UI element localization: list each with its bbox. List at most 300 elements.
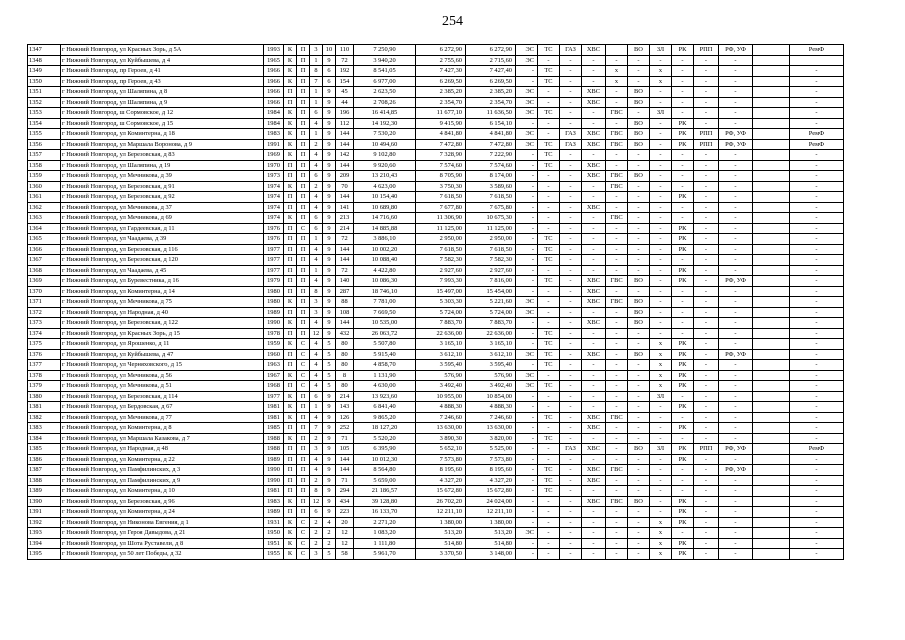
cell-entrances: 6 — [310, 213, 323, 224]
cell-work-zl: - — [650, 402, 672, 413]
cell-work-ts: - — [538, 391, 560, 402]
cell-work-es: - — [516, 391, 538, 402]
cell-work-rk: РК — [672, 244, 694, 255]
cell-wall-material: П — [284, 255, 297, 266]
cell-total-area: 9 102,80 — [354, 150, 416, 161]
cell-wall-material: К — [284, 66, 297, 77]
cell-year-built: 1974 — [264, 181, 284, 192]
cell-total-area: 7 669,50 — [354, 307, 416, 318]
cell-address: г Нижний Новгород, ул Памфилинских, д 3 — [61, 465, 264, 476]
cell-row-number: 1352 — [28, 97, 61, 108]
cell-work-es: ЭС — [516, 349, 538, 360]
cell-work-blank — [753, 234, 790, 245]
cell-work-gvs: - — [606, 87, 628, 98]
cell-total-area: 4 422,80 — [354, 265, 416, 276]
cell-work-es: - — [516, 538, 538, 549]
cell-floors: 9 — [323, 108, 336, 119]
cell-work-rf-uf: - — [719, 360, 753, 371]
cell-address: г Нижний Новгород, ул Березовская, д 122 — [61, 318, 264, 329]
cell-work-rk: РК — [672, 234, 694, 245]
cell-year-built: 1966 — [264, 87, 284, 98]
cell-entrances: 6 — [310, 507, 323, 518]
cell-work-gvs: ГВС — [606, 276, 628, 287]
cell-work-rpp: - — [694, 349, 719, 360]
cell-work-hvs: - — [582, 181, 606, 192]
cell-floors: 9 — [323, 150, 336, 161]
cell-row-number: 1350 — [28, 76, 61, 87]
cell-work-remf: - — [790, 255, 844, 266]
cell-work-rk: - — [672, 486, 694, 497]
cell-living-area: 8 195,60 — [416, 465, 466, 476]
cell-address: г Нижний Новгород, ул Коминтерна, д 10 — [61, 486, 264, 497]
cell-residential-area: 7 675,80 — [466, 202, 516, 213]
cell-total-area: 1 131,90 — [354, 370, 416, 381]
cell-entrances: 6 — [310, 391, 323, 402]
cell-work-ts: - — [538, 192, 560, 203]
cell-work-blank — [753, 517, 790, 528]
cell-work-zl: - — [650, 328, 672, 339]
cell-work-zl: - — [650, 244, 672, 255]
cell-work-rpp: - — [694, 276, 719, 287]
cell-work-ts: ТС — [538, 465, 560, 476]
table-row — [28, 475, 844, 486]
cell-work-blank — [753, 412, 790, 423]
cell-living-area: 4 888,30 — [416, 402, 466, 413]
cell-work-zl: - — [650, 213, 672, 224]
cell-work-hvs: - — [582, 223, 606, 234]
cell-address: г Нижний Новгород, ул Березовская, д 114 — [61, 391, 264, 402]
table-row — [28, 265, 844, 276]
cell-work-blank — [753, 97, 790, 108]
cell-total-area: 7 250,90 — [354, 45, 416, 56]
cell-work-rk: - — [672, 255, 694, 266]
cell-floors: 9 — [323, 286, 336, 297]
cell-work-vo: ВО — [628, 45, 650, 56]
cell-work-zl: - — [650, 286, 672, 297]
cell-residential-area: 2 354,70 — [466, 97, 516, 108]
cell-year-built: 1988 — [264, 444, 284, 455]
cell-work-ts: ТС — [538, 108, 560, 119]
cell-living-area: 5 724,00 — [416, 307, 466, 318]
cell-wall-material: П — [284, 423, 297, 434]
cell-entrances: 2 — [310, 538, 323, 549]
cell-apartments: 8 — [336, 370, 354, 381]
cell-work-gvs: - — [606, 223, 628, 234]
cell-living-area: 15 672,80 — [416, 486, 466, 497]
cell-work-vo: ВО — [628, 276, 650, 287]
cell-work-rk: РК — [672, 517, 694, 528]
table-row — [28, 45, 844, 56]
cell-row-number: 1354 — [28, 118, 61, 129]
cell-work-blank — [753, 433, 790, 444]
cell-floor-type: П — [297, 328, 310, 339]
cell-work-zl: х — [650, 339, 672, 350]
cell-floors: 10 — [323, 45, 336, 56]
cell-floor-type: С — [297, 549, 310, 560]
cell-work-remf: РемФ — [790, 45, 844, 56]
cell-work-ts: - — [538, 549, 560, 560]
cell-floor-type: П — [297, 444, 310, 455]
cell-entrances: 4 — [310, 244, 323, 255]
cell-work-rk: РК — [672, 370, 694, 381]
cell-work-rpp: - — [694, 391, 719, 402]
cell-row-number: 1366 — [28, 244, 61, 255]
cell-address: г Нижний Новгород, ул Бердовская, д 67 — [61, 402, 264, 413]
cell-wall-material: К — [284, 339, 297, 350]
cell-total-area: 13 923,60 — [354, 391, 416, 402]
cell-work-gvs: - — [606, 402, 628, 413]
cell-work-blank — [753, 171, 790, 182]
cell-floor-type: П — [297, 276, 310, 287]
cell-floor-type: П — [297, 87, 310, 98]
cell-wall-material: П — [284, 192, 297, 203]
cell-row-number: 1372 — [28, 307, 61, 318]
cell-work-remf: - — [790, 381, 844, 392]
cell-floor-type: П — [297, 412, 310, 423]
cell-total-area: 26 063,72 — [354, 328, 416, 339]
cell-row-number: 1362 — [28, 202, 61, 213]
cell-living-area: 11 306,90 — [416, 213, 466, 224]
cell-work-es: ЭС — [516, 370, 538, 381]
cell-work-ts: - — [538, 402, 560, 413]
cell-total-area: 3 940,20 — [354, 55, 416, 66]
table-row — [28, 433, 844, 444]
cell-living-area: 3 890,30 — [416, 433, 466, 444]
cell-floor-type: П — [297, 307, 310, 318]
cell-wall-material: П — [284, 454, 297, 465]
cell-wall-material: П — [284, 160, 297, 171]
cell-work-hvs: ХВС — [582, 87, 606, 98]
cell-year-built: 1966 — [264, 76, 284, 87]
cell-work-remf: - — [790, 265, 844, 276]
cell-living-area: 2 755,60 — [416, 55, 466, 66]
cell-year-built: 1989 — [264, 454, 284, 465]
cell-entrances: 4 — [310, 118, 323, 129]
cell-work-blank — [753, 486, 790, 497]
cell-work-es: ЭС — [516, 87, 538, 98]
cell-year-built: 1989 — [264, 507, 284, 518]
cell-floors: 6 — [323, 76, 336, 87]
cell-wall-material: К — [284, 496, 297, 507]
cell-work-gvs: ГВС — [606, 171, 628, 182]
cell-work-rf-uf: - — [719, 234, 753, 245]
cell-floors: 5 — [323, 549, 336, 560]
cell-work-hvs: - — [582, 538, 606, 549]
cell-work-gvs: - — [606, 507, 628, 518]
table-row — [28, 118, 844, 129]
cell-residential-area: 13 630,00 — [466, 423, 516, 434]
cell-work-ts: ТС — [538, 360, 560, 371]
cell-apartments: 72 — [336, 265, 354, 276]
cell-row-number: 1376 — [28, 349, 61, 360]
cell-work-rpp: - — [694, 87, 719, 98]
cell-work-rf-uf: - — [719, 412, 753, 423]
cell-wall-material: К — [284, 213, 297, 224]
cell-work-remf: - — [790, 549, 844, 560]
cell-work-hvs: - — [582, 454, 606, 465]
cell-work-hvs: - — [582, 55, 606, 66]
cell-work-rpp: - — [694, 381, 719, 392]
cell-work-rpp: РПП — [694, 45, 719, 56]
cell-work-remf: - — [790, 160, 844, 171]
cell-year-built: 1974 — [264, 202, 284, 213]
cell-work-blank — [753, 202, 790, 213]
table-row — [28, 129, 844, 140]
cell-work-ts: ТС — [538, 234, 560, 245]
cell-work-hvs: - — [582, 528, 606, 539]
cell-floors: 5 — [323, 339, 336, 350]
cell-work-rk: - — [672, 328, 694, 339]
cell-work-gvs: - — [606, 318, 628, 329]
cell-apartments: 144 — [336, 244, 354, 255]
table-row — [28, 328, 844, 339]
cell-work-hvs: - — [582, 234, 606, 245]
cell-work-rf-uf: РФ, УФ — [719, 444, 753, 455]
cell-work-gas: - — [560, 433, 582, 444]
cell-work-rf-uf: - — [719, 475, 753, 486]
cell-work-gas: - — [560, 171, 582, 182]
cell-work-hvs: ХВС — [582, 286, 606, 297]
cell-address: г Нижний Новгород, ул Мечникова, д 39 — [61, 171, 264, 182]
table-row — [28, 286, 844, 297]
cell-work-rk: РК — [672, 276, 694, 287]
cell-year-built: 1950 — [264, 528, 284, 539]
cell-floor-type: П — [297, 297, 310, 308]
cell-floor-type: П — [297, 496, 310, 507]
cell-work-rf-uf: - — [719, 391, 753, 402]
cell-work-gvs: - — [606, 160, 628, 171]
cell-floors: 9 — [323, 244, 336, 255]
cell-residential-area: 5 221,60 — [466, 297, 516, 308]
cell-work-es: - — [516, 202, 538, 213]
cell-work-zl: х — [650, 370, 672, 381]
cell-total-area: 10 086,30 — [354, 276, 416, 287]
cell-work-rk: РК — [672, 507, 694, 518]
cell-row-number: 1348 — [28, 55, 61, 66]
cell-total-area: 10 535,00 — [354, 318, 416, 329]
cell-work-hvs: ХВС — [582, 97, 606, 108]
cell-work-rf-uf: - — [719, 339, 753, 350]
cell-wall-material: П — [284, 307, 297, 318]
cell-floors: 2 — [323, 538, 336, 549]
cell-work-rk: РК — [672, 192, 694, 203]
cell-row-number: 1361 — [28, 192, 61, 203]
cell-floors: 9 — [323, 276, 336, 287]
cell-residential-area: 3 589,60 — [466, 181, 516, 192]
cell-work-vo: - — [628, 108, 650, 119]
cell-work-rf-uf: - — [719, 160, 753, 171]
cell-work-remf: - — [790, 297, 844, 308]
cell-work-blank — [753, 139, 790, 150]
cell-work-vo: - — [628, 328, 650, 339]
cell-work-ts: - — [538, 265, 560, 276]
cell-total-area: 14 192,30 — [354, 118, 416, 129]
cell-work-vo: ВО — [628, 307, 650, 318]
cell-work-rpp: - — [694, 454, 719, 465]
cell-work-rk: РК — [672, 118, 694, 129]
cell-work-zl: - — [650, 486, 672, 497]
table-row — [28, 297, 844, 308]
cell-residential-area: 8 195,60 — [466, 465, 516, 476]
cell-work-hvs: - — [582, 192, 606, 203]
cell-work-ts: - — [538, 318, 560, 329]
cell-wall-material: П — [284, 87, 297, 98]
cell-floor-type: С — [297, 360, 310, 371]
cell-work-es: - — [516, 360, 538, 371]
cell-work-hvs: - — [582, 265, 606, 276]
cell-work-gas: - — [560, 475, 582, 486]
cell-work-blank — [753, 339, 790, 350]
cell-address: г Нижний Новгород, ул Березовская, д 91 — [61, 181, 264, 192]
cell-living-area: 11 677,10 — [416, 108, 466, 119]
cell-entrances: 1 — [310, 87, 323, 98]
cell-row-number: 1363 — [28, 213, 61, 224]
cell-work-ts: - — [538, 87, 560, 98]
cell-work-rk: РК — [672, 444, 694, 455]
cell-work-vo: - — [628, 213, 650, 224]
cell-work-ts: - — [538, 538, 560, 549]
cell-row-number: 1369 — [28, 276, 61, 287]
cell-total-area: 10 012,30 — [354, 454, 416, 465]
cell-work-zl: х — [650, 349, 672, 360]
cell-work-ts: ТС — [538, 349, 560, 360]
cell-address: г Нижний Новгород, ул Шаляпина, д 8 — [61, 87, 264, 98]
cell-work-gvs: ГВС — [606, 297, 628, 308]
cell-work-zl: - — [650, 454, 672, 465]
cell-row-number: 1364 — [28, 223, 61, 234]
cell-living-area: 3 165,10 — [416, 339, 466, 350]
cell-wall-material: П — [284, 244, 297, 255]
cell-floors: 9 — [323, 192, 336, 203]
cell-work-gvs: - — [606, 381, 628, 392]
cell-floor-type: С — [297, 223, 310, 234]
cell-work-blank — [753, 328, 790, 339]
cell-work-hvs: ХВС — [582, 349, 606, 360]
cell-row-number: 1359 — [28, 171, 61, 182]
cell-work-es: - — [516, 192, 538, 203]
cell-work-vo: - — [628, 286, 650, 297]
cell-floor-type: П — [297, 45, 310, 56]
cell-floor-type: П — [297, 181, 310, 192]
cell-work-gas: - — [560, 370, 582, 381]
cell-work-es: - — [516, 286, 538, 297]
cell-work-blank — [753, 444, 790, 455]
cell-work-zl: х — [650, 76, 672, 87]
cell-work-blank — [753, 45, 790, 56]
cell-residential-area: 2 385,20 — [466, 87, 516, 98]
cell-apartments: 80 — [336, 360, 354, 371]
cell-work-blank — [753, 538, 790, 549]
cell-work-rpp: - — [694, 265, 719, 276]
cell-work-es: - — [516, 486, 538, 497]
cell-work-remf: РемФ — [790, 139, 844, 150]
cell-floor-type: П — [297, 192, 310, 203]
cell-entrances: 6 — [310, 223, 323, 234]
cell-residential-area: 4 841,80 — [466, 129, 516, 140]
cell-work-rk: РК — [672, 423, 694, 434]
cell-work-rk: - — [672, 66, 694, 77]
cell-living-area: 10 955,00 — [416, 391, 466, 402]
cell-work-rpp: - — [694, 66, 719, 77]
cell-work-es: - — [516, 213, 538, 224]
cell-work-rk: - — [672, 181, 694, 192]
cell-work-gas: - — [560, 381, 582, 392]
cell-apartments: 71 — [336, 433, 354, 444]
cell-entrances: 4 — [310, 360, 323, 371]
cell-work-rf-uf: - — [719, 318, 753, 329]
cell-work-hvs: ХВС — [582, 465, 606, 476]
cell-wall-material: П — [284, 444, 297, 455]
cell-total-area: 18 746,10 — [354, 286, 416, 297]
cell-wall-material: П — [284, 360, 297, 371]
cell-work-blank — [753, 192, 790, 203]
cell-total-area: 2 708,26 — [354, 97, 416, 108]
cell-floors: 9 — [323, 318, 336, 329]
cell-work-vo: ВО — [628, 171, 650, 182]
cell-work-remf: - — [790, 517, 844, 528]
cell-work-hvs: - — [582, 339, 606, 350]
cell-work-ts: - — [538, 307, 560, 318]
cell-work-vo: - — [628, 507, 650, 518]
cell-living-area: 2 354,70 — [416, 97, 466, 108]
cell-work-rpp: - — [694, 538, 719, 549]
cell-work-rpp: - — [694, 55, 719, 66]
cell-work-gvs: - — [606, 339, 628, 350]
cell-work-vo: - — [628, 402, 650, 413]
cell-work-vo: - — [628, 391, 650, 402]
cell-address: г Нижний Новгород, ул Шота Руставели, д 8 — [61, 538, 264, 549]
cell-total-area: 5 961,70 — [354, 549, 416, 560]
cell-work-gas: - — [560, 423, 582, 434]
cell-year-built: 1931 — [264, 517, 284, 528]
cell-work-rpp: - — [694, 234, 719, 245]
cell-work-rk: - — [672, 412, 694, 423]
cell-floor-type: С — [297, 339, 310, 350]
cell-work-vo: - — [628, 433, 650, 444]
cell-address: г Нижний Новгород, ул 50 лет Победы, д 32 — [61, 549, 264, 560]
cell-residential-area: 7 222,90 — [466, 150, 516, 161]
cell-row-number: 1388 — [28, 475, 61, 486]
cell-work-rpp: - — [694, 255, 719, 266]
cell-floor-type: П — [297, 139, 310, 150]
cell-work-vo: - — [628, 55, 650, 66]
cell-work-hvs: - — [582, 255, 606, 266]
cell-year-built: 1990 — [264, 465, 284, 476]
cell-work-vo: - — [628, 160, 650, 171]
cell-row-number: 1380 — [28, 391, 61, 402]
cell-floor-type: П — [297, 234, 310, 245]
cell-work-hvs: ХВС — [582, 139, 606, 150]
cell-total-area: 2 271,20 — [354, 517, 416, 528]
cell-work-gvs: - — [606, 55, 628, 66]
cell-apartments: 432 — [336, 328, 354, 339]
cell-work-rf-uf: - — [719, 381, 753, 392]
cell-work-rf-uf: - — [719, 297, 753, 308]
cell-work-zl: - — [650, 255, 672, 266]
cell-work-zl: ЗЛ — [650, 108, 672, 119]
cell-work-es: ЭС — [516, 307, 538, 318]
cell-residential-area: 7 472,80 — [466, 139, 516, 150]
cell-year-built: 1977 — [264, 391, 284, 402]
cell-work-rpp: - — [694, 360, 719, 371]
cell-row-number: 1353 — [28, 108, 61, 119]
cell-work-blank — [753, 465, 790, 476]
cell-floors: 9 — [323, 486, 336, 497]
cell-work-zl: - — [650, 223, 672, 234]
cell-work-gas: - — [560, 213, 582, 224]
cell-address: г Нижний Новгород, ул Березовская, д 92 — [61, 192, 264, 203]
cell-address: г Нижний Новгород, ул Березовская, д 120 — [61, 255, 264, 266]
